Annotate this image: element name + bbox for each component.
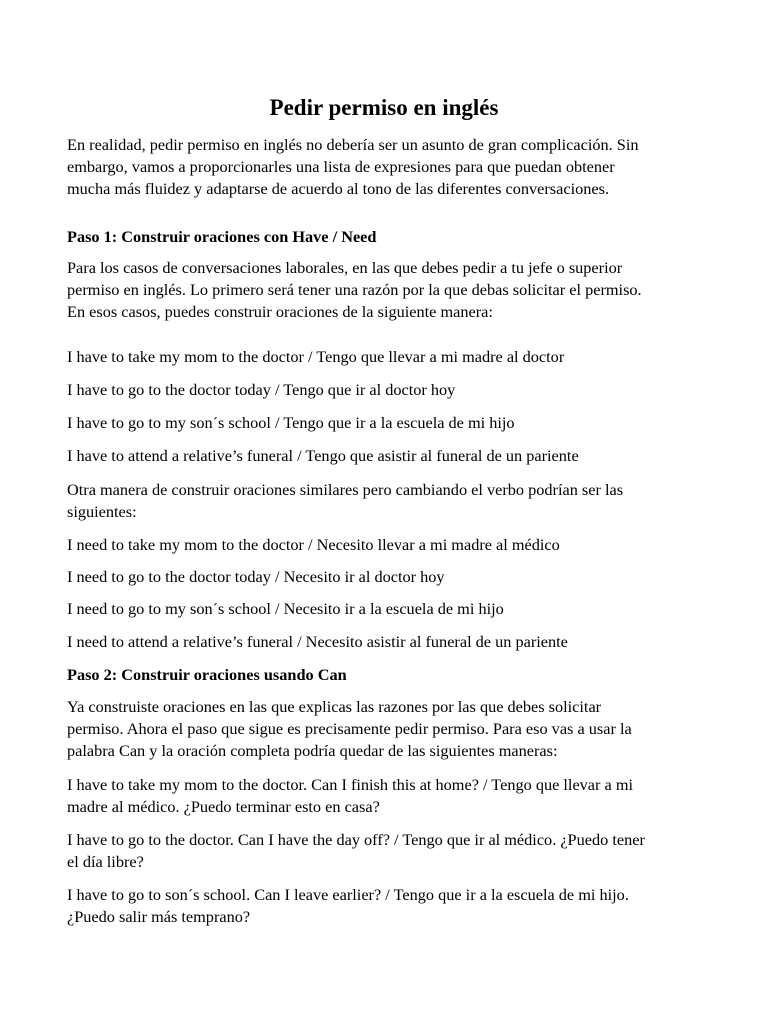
- can-example-1: [67, 774, 707, 818]
- intro-line: embargo, vamos a proporcionarles una lista de expresiones para que puedan obtener: [67, 157, 615, 176]
- step2-paragraph: [67, 696, 707, 762]
- can-example-line: el día libre?: [67, 852, 144, 871]
- step1-line: permiso en inglés. Lo primero será tener una razón por la que debas solicitar el permiso.: [67, 280, 642, 299]
- can-example-3: [67, 884, 707, 928]
- can-example-line: ¿Puedo salir más temprano?: [67, 907, 251, 926]
- need-example-3: I need to go to my son´s school / Necesito ir a la escuela de mi hijo: [67, 599, 504, 618]
- step1-line: Para los casos de conversaciones laborales, en las que debes pedir a tu jefe o superior: [67, 258, 623, 277]
- step1-heading: Paso 1: Construir oraciones con Have / Need: [67, 227, 377, 246]
- can-example-line: I have to go to the doctor. Can I have the day off? / Tengo que ir al médico. ¿Puedo tener: [67, 830, 645, 849]
- step2-heading: Paso 2: Construir oraciones usando Can: [67, 665, 347, 684]
- have-example-4: I have to attend a relative’s funeral / Tengo que asistir al funeral de un pariente: [67, 446, 579, 465]
- need-example-2: I need to go to the doctor today / Necesito ir al doctor hoy: [67, 567, 445, 586]
- need-example-1: I need to take my mom to the doctor / Necesito llevar a mi madre al médico: [67, 535, 560, 554]
- step2-line: Ya construiste oraciones en las que explicas las razones por las que debes solicitar: [67, 697, 602, 716]
- can-example-line: madre al médico. ¿Puedo terminar esto en casa?: [67, 797, 380, 816]
- alt-line: Otra manera de construir oraciones similares pero cambiando el verbo podrían ser las: [67, 480, 624, 499]
- step2-line: palabra Can y la oración completa podría quedar de las siguientes maneras:: [67, 741, 558, 760]
- can-example-line: I have to go to son´s school. Can I leave earlier? / Tengo que ir a la escuela de mi hijo.: [67, 885, 629, 904]
- intro-line: En realidad, pedir permiso en inglés no debería ser un asunto de gran complicación. Sin: [67, 135, 639, 154]
- need-example-4: I need to attend a relative’s funeral / Necesito asistir al funeral de un pariente: [67, 632, 568, 651]
- can-example-2: [67, 829, 707, 873]
- page-title: Pedir permiso en inglés: [269, 95, 499, 120]
- intro-paragraph: [67, 134, 707, 200]
- have-example-3: I have to go to my son´s school / Tengo que ir a la escuela de mi hijo: [67, 413, 515, 432]
- alt-paragraph: [67, 479, 707, 523]
- alt-line: siguientes:: [67, 502, 137, 521]
- have-example-1: I have to take my mom to the doctor / Tengo que llevar a mi madre al doctor: [67, 347, 565, 366]
- have-example-2: I have to go to the doctor today / Tengo que ir al doctor hoy: [67, 380, 456, 399]
- step1-line: En esos casos, puedes construir oraciones de la siguiente manera:: [67, 302, 493, 321]
- intro-line: mucha más fluidez y adaptarse de acuerdo al tono de las diferentes conversaciones.: [67, 179, 610, 198]
- step1-paragraph: [67, 257, 707, 323]
- step2-line: permiso. Ahora el paso que sigue es precisamente pedir permiso. Para eso vas a usar la: [67, 719, 632, 738]
- can-example-line: I have to take my mom to the doctor. Can I finish this at home? / Tengo que llevar a mi: [67, 775, 634, 794]
